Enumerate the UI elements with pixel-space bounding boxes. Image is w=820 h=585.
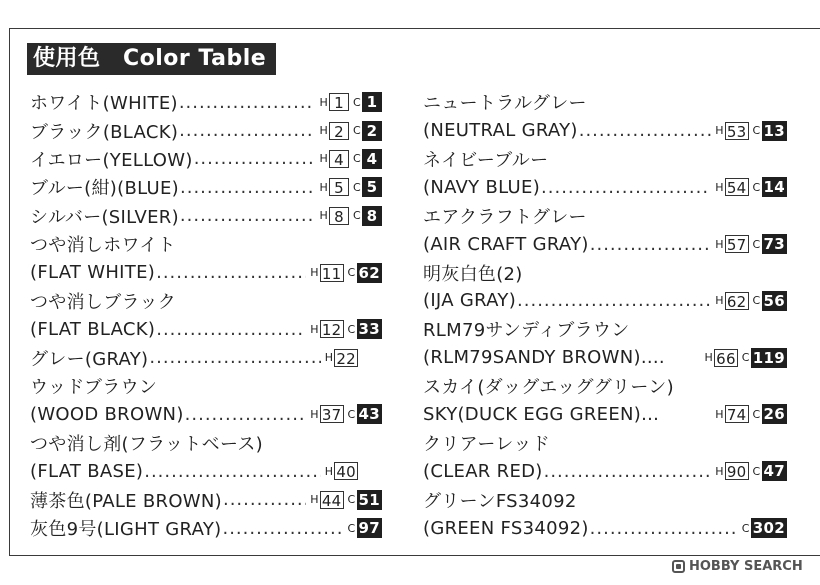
color-name: 灰色9号(LIGHT GRAY): [30, 519, 222, 541]
c-label: C: [353, 124, 361, 138]
color-row: [30, 287, 382, 315]
paint-codes: [703, 348, 787, 368]
c-code-box: 26: [763, 405, 785, 424]
h-code-box: 1: [329, 93, 349, 111]
color-row: [30, 429, 382, 457]
color-row: [423, 173, 787, 201]
h-label: H: [319, 95, 329, 109]
c-label: C: [347, 322, 356, 336]
color-row: [423, 400, 787, 428]
h-code-box: 8: [329, 207, 349, 225]
leader-dots: [144, 461, 321, 482]
c-code-box: 47: [763, 462, 785, 481]
h-label: H: [324, 464, 334, 478]
color-name: (RLM79SANDY BROWN)....: [423, 347, 665, 369]
color-row: [423, 258, 787, 286]
h-code-box: 57: [726, 236, 747, 255]
c-label: C: [752, 294, 761, 308]
color-row: [30, 88, 382, 116]
paint-codes: [317, 177, 382, 197]
color-name: ホワイト(WHITE): [30, 93, 178, 115]
color-row: [423, 202, 787, 230]
c-code-box: 2: [362, 121, 382, 141]
leader-dots: [579, 120, 712, 141]
color-name: RLM79サンディブラウン: [423, 320, 630, 342]
leader-dots: [223, 489, 306, 510]
color-name: (NEUTRAL GRAY): [423, 120, 578, 142]
color-row: [30, 400, 382, 428]
color-name: つや消しブラック: [30, 291, 177, 313]
paint-codes: [308, 319, 382, 339]
leader-dots: [185, 404, 307, 425]
paint-codes: [738, 518, 787, 538]
h-code-box: 12: [321, 321, 342, 340]
color-name: (FLAT WHITE): [30, 262, 156, 284]
c-label: C: [347, 521, 356, 535]
h-label: H: [310, 322, 319, 336]
c-code-box: 97: [358, 519, 380, 538]
h-label: H: [715, 407, 724, 421]
h-label: H: [319, 180, 329, 194]
color-name: ウッドブラウン: [30, 377, 158, 399]
left-column: [30, 88, 382, 542]
color-name: (WOOD BROWN): [30, 403, 184, 425]
leader-dots: [541, 177, 711, 198]
c-code-box: 73: [763, 235, 785, 254]
c-code-box: 4: [362, 149, 382, 169]
color-row: [423, 230, 787, 258]
color-name: ブラック(BLACK): [30, 121, 179, 143]
paint-codes: [713, 461, 787, 481]
paint-codes: [323, 462, 382, 480]
color-row: [30, 258, 382, 286]
color-name: ネイビーブルー: [423, 149, 549, 171]
c-code-box: 5: [362, 177, 382, 197]
paint-codes: [344, 518, 382, 538]
h-label: H: [715, 180, 724, 194]
color-name: グリーンFS34092: [423, 490, 577, 512]
leader-dots: [156, 319, 306, 340]
h-label: H: [310, 493, 319, 507]
color-name: ブルー(紺)(BLUE): [30, 178, 179, 200]
h-label: H: [704, 351, 714, 365]
h-label: H: [715, 237, 724, 251]
c-label: C: [741, 351, 750, 365]
color-row: [423, 514, 787, 542]
color-row: [30, 202, 382, 230]
paint-codes: [308, 404, 382, 424]
paint-codes: [713, 121, 787, 141]
color-name: グレー(GRAY): [30, 348, 149, 370]
leader-dots: [149, 347, 320, 368]
color-row: [423, 145, 787, 173]
color-row: [423, 88, 787, 116]
c-label: C: [353, 152, 361, 166]
color-row: [423, 315, 787, 343]
c-code-box: 56: [763, 291, 785, 310]
h-code-box: 44: [321, 491, 342, 510]
c-label: C: [752, 180, 761, 194]
color-name: 薄茶色(PALE BROWN): [30, 490, 222, 512]
c-code-box: 302: [752, 519, 785, 538]
h-code-box: 53: [726, 122, 747, 141]
paint-codes: [713, 234, 787, 254]
paint-codes: [317, 121, 382, 141]
color-name: シルバー(SILVER): [30, 206, 179, 228]
c-label: C: [353, 95, 361, 109]
leader-dots: [180, 177, 315, 198]
h-code-box: 90: [726, 463, 747, 482]
leader-dots: [590, 234, 712, 255]
color-row: [30, 173, 382, 201]
color-name: SKY(DUCK EGG GREEN)...: [423, 403, 660, 425]
color-row: [30, 315, 382, 343]
color-name: クリアーレッド: [423, 433, 551, 455]
h-label: H: [324, 351, 334, 365]
hobby-search-logo-icon: [672, 560, 685, 573]
c-code-box: 43: [358, 405, 380, 424]
h-code-box: 22: [336, 349, 356, 368]
h-code-box: 2: [329, 122, 349, 140]
c-code-box: 14: [763, 178, 785, 197]
c-code-box: 62: [358, 263, 380, 282]
color-name: 明灰白色(2): [423, 263, 523, 285]
h-label: H: [310, 407, 319, 421]
right-column: [423, 88, 787, 542]
leader-dots: [156, 262, 306, 283]
color-row: [423, 485, 787, 513]
c-code-box: 8: [362, 206, 382, 226]
h-code-box: 11: [321, 264, 342, 283]
h-label: H: [715, 294, 724, 308]
h-code-box: 74: [726, 406, 747, 425]
color-row: [423, 116, 787, 144]
color-row: [30, 485, 382, 513]
color-name: エアクラフトグレー: [423, 206, 587, 228]
h-label: H: [715, 124, 724, 138]
h-code-box: 37: [321, 406, 342, 425]
paint-codes: [317, 206, 382, 226]
h-code-box: 4: [329, 150, 349, 168]
c-code-box: 119: [752, 348, 785, 367]
color-row: [30, 457, 382, 485]
c-code-box: 13: [763, 121, 785, 140]
leader-dots: [179, 120, 315, 141]
c-label: C: [347, 493, 356, 507]
color-row: [423, 344, 787, 372]
hobby-search-watermark: [672, 559, 803, 574]
paint-codes: [308, 490, 382, 510]
color-row: [423, 429, 787, 457]
h-code-box: 40: [336, 463, 356, 482]
color-name: つや消しホワイト: [30, 235, 176, 257]
color-row: [423, 457, 787, 485]
c-label: C: [752, 124, 761, 138]
color-row: [423, 287, 787, 315]
h-code-box: 54: [726, 179, 747, 198]
h-label: H: [310, 266, 319, 280]
color-name: (CLEAR RED): [423, 460, 543, 482]
h-label: H: [319, 152, 329, 166]
paint-codes: [317, 149, 382, 169]
h-code-box: 66: [716, 349, 736, 368]
watermark-text: HOBBY SEARCH: [689, 559, 803, 574]
paint-codes: [713, 291, 787, 311]
leader-dots: [179, 92, 316, 113]
color-row: [30, 116, 382, 144]
color-name: (GREEN FS34092): [423, 517, 589, 539]
color-name: (NAVY BLUE): [423, 176, 541, 198]
h-label: H: [319, 209, 329, 223]
color-name: (IJA GRAY): [423, 290, 517, 312]
h-label: H: [319, 124, 329, 138]
h-label: H: [715, 464, 724, 478]
c-label: C: [741, 521, 750, 535]
c-label: C: [353, 209, 361, 223]
color-name: スカイ(ダッグエッググリーン): [423, 377, 674, 399]
color-name: (FLAT BASE): [30, 460, 144, 482]
c-label: C: [752, 407, 761, 421]
paint-codes: [713, 177, 787, 197]
c-label: C: [752, 464, 761, 478]
color-name: (FLAT BLACK): [30, 318, 156, 340]
c-label: C: [353, 180, 361, 194]
h-code-box: 62: [726, 292, 747, 311]
leader-dots: [194, 148, 316, 169]
leader-dots: [544, 461, 712, 482]
color-name: イエロー(YELLOW): [30, 149, 193, 171]
c-code-box: 1: [362, 92, 382, 112]
leader-dots: [590, 518, 736, 539]
paint-codes: [317, 92, 382, 112]
color-row: [423, 372, 787, 400]
c-code-box: 51: [358, 490, 380, 509]
c-label: C: [347, 266, 356, 280]
c-label: C: [347, 407, 356, 421]
color-row: [30, 344, 382, 372]
paint-codes: [323, 349, 382, 367]
color-name: つや消し剤(フラットベース): [30, 433, 263, 455]
leader-dots: [222, 518, 341, 539]
c-label: C: [752, 237, 761, 251]
color-name: (AIR CRAFT GRAY): [423, 233, 589, 255]
color-row: [30, 514, 382, 542]
h-code-box: 5: [329, 178, 349, 196]
color-name: ニュートラルグレー: [423, 93, 587, 115]
c-code-box: 33: [358, 320, 380, 339]
leader-dots: [517, 290, 711, 311]
leader-dots: [180, 205, 316, 226]
color-row: [30, 145, 382, 173]
color-table-title: 使用色 Color Table: [27, 43, 276, 75]
color-row: [30, 230, 382, 258]
paint-codes: [713, 404, 787, 424]
color-row: [30, 372, 382, 400]
paint-codes: [308, 263, 382, 283]
